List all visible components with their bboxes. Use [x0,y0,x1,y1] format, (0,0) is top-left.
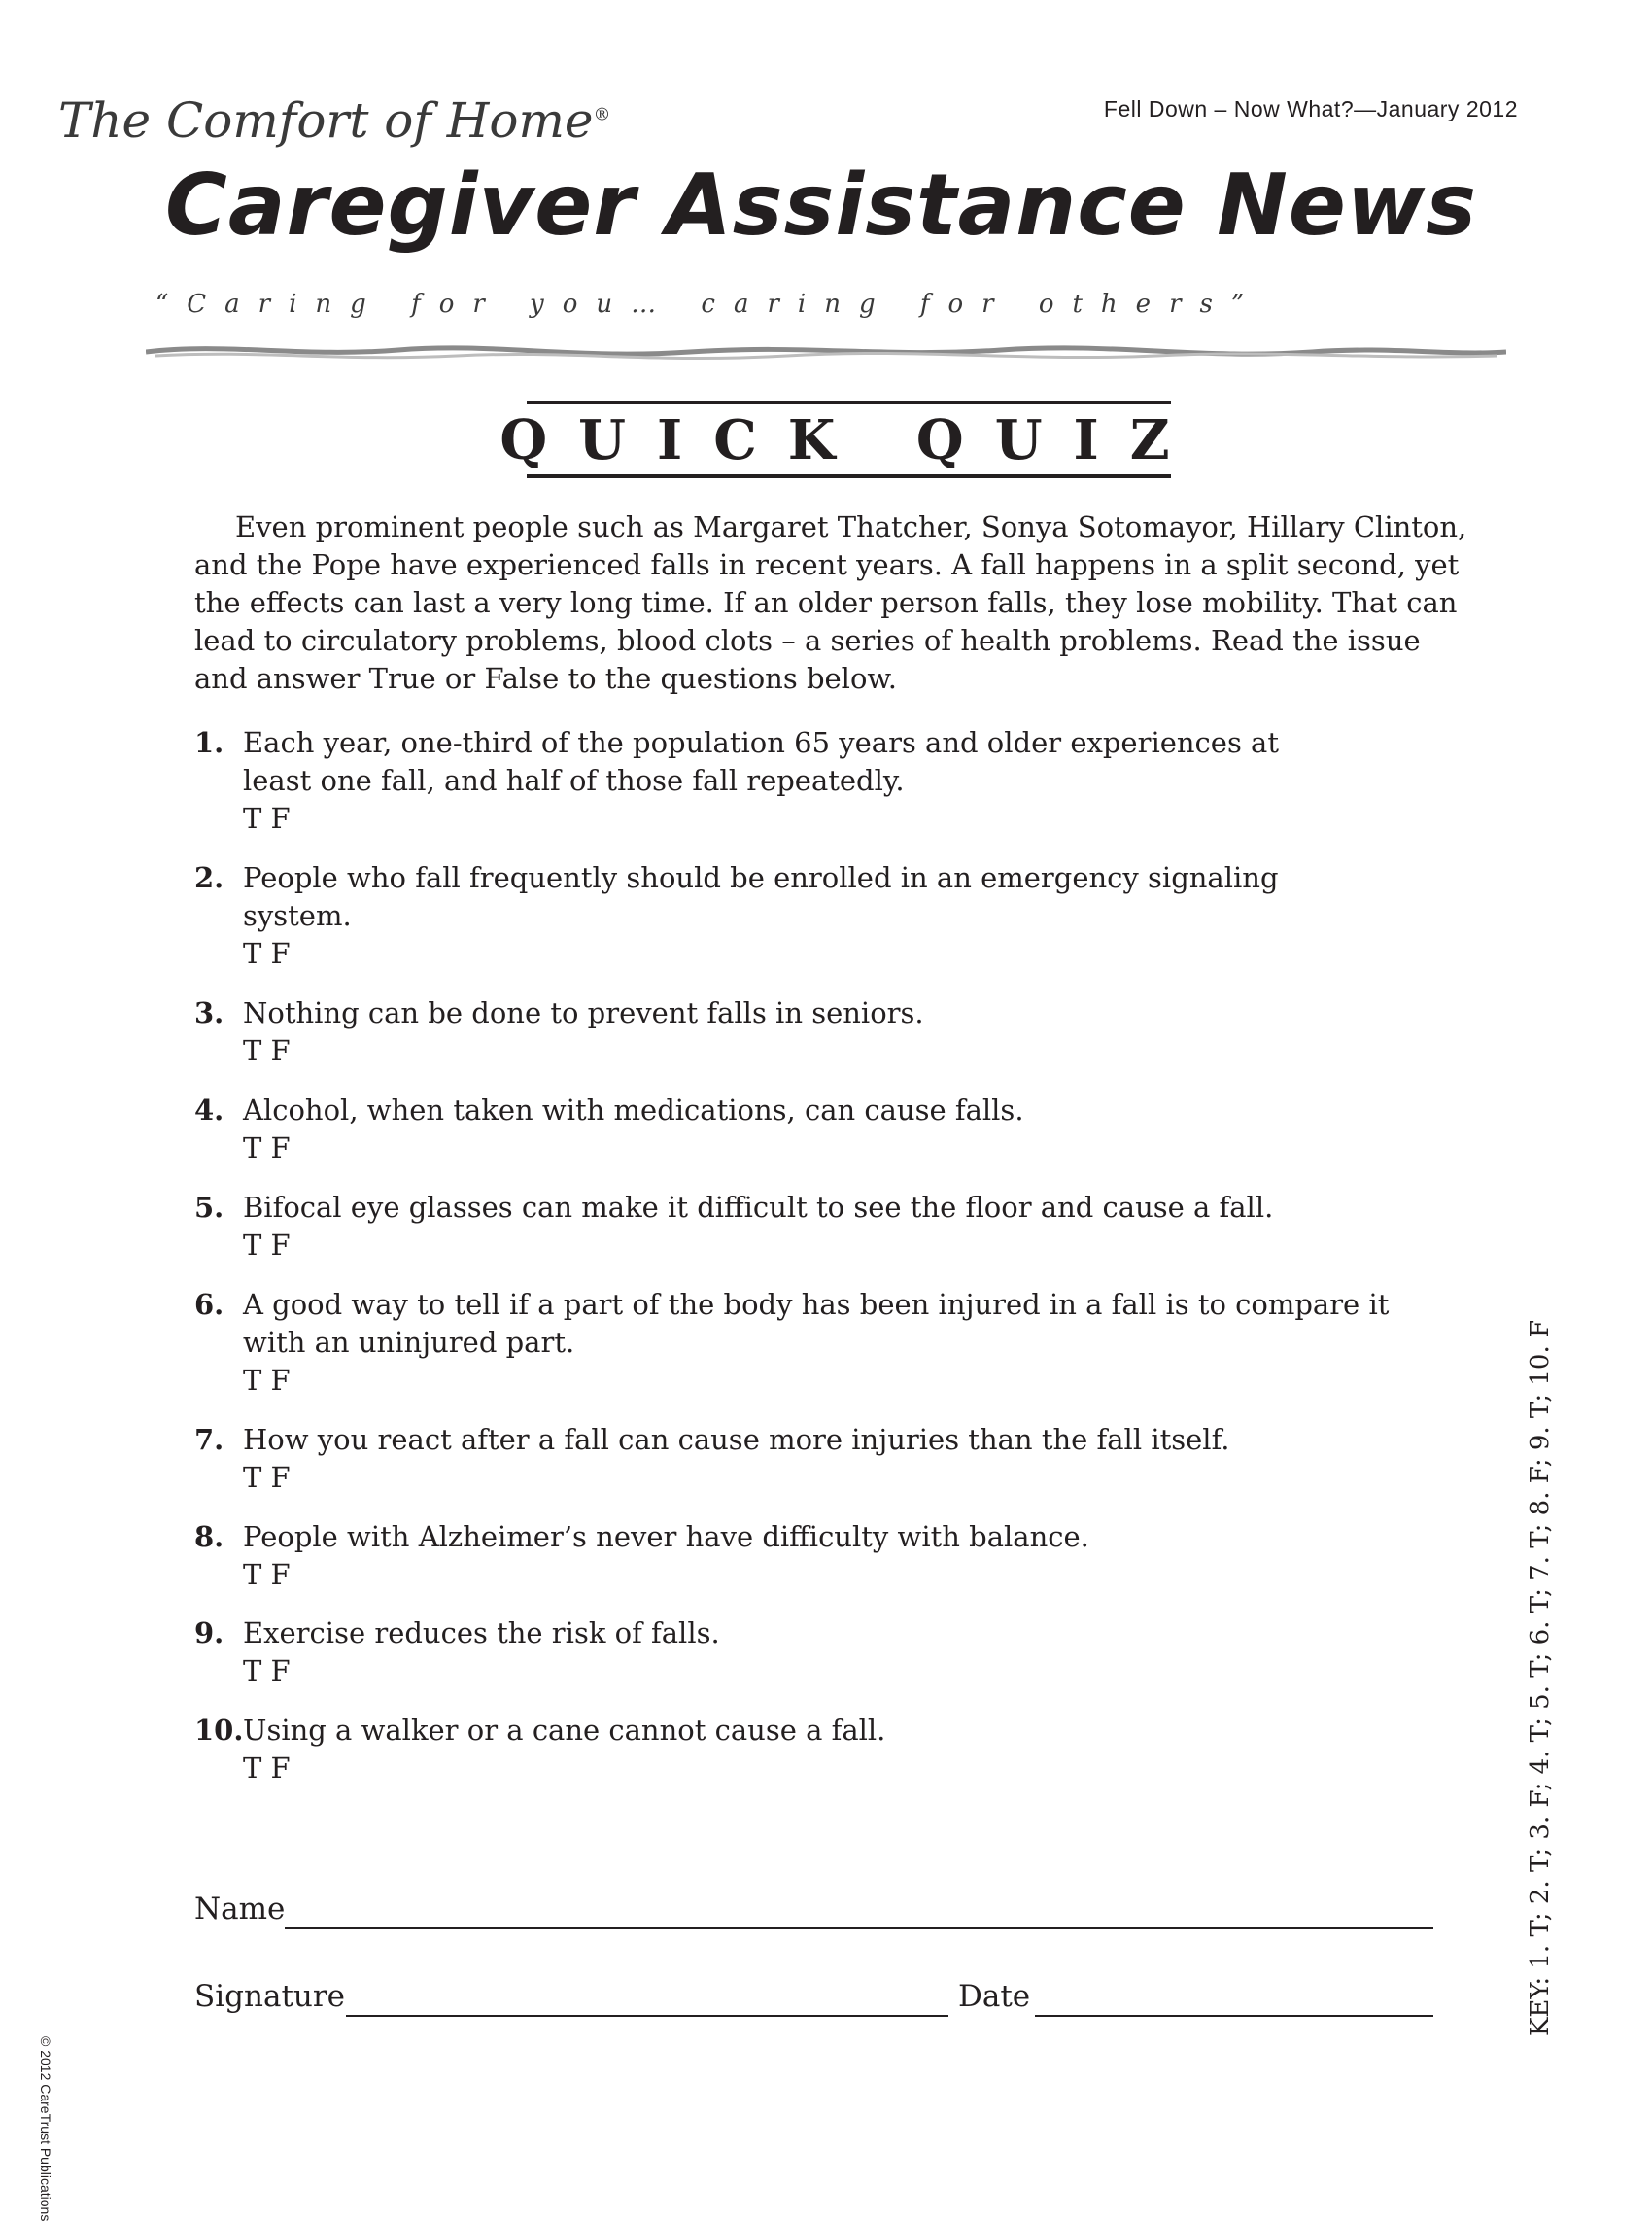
true-false-options[interactable]: T F [243,1558,291,1591]
true-false-options[interactable]: T F [243,1654,291,1687]
tagline: “Caring for you… caring for others” [155,290,1263,319]
publication-logo [58,92,611,149]
question-text: People with Alzheimer’s never have difficulty with balance. [243,1520,1089,1553]
quiz-rule-bottom [527,474,1171,478]
true-false-options[interactable]: T F [243,937,291,970]
true-false-options[interactable]: T F [243,1034,291,1067]
question-number: 9. [194,1616,224,1649]
question-text: Exercise reduces the risk of falls. [243,1616,720,1649]
wave-divider [146,330,1506,369]
question-text: Using a walker or a cane cannot cause a fall. [243,1714,886,1747]
question-item [194,994,1458,1070]
date-field[interactable] [1035,2015,1433,2017]
masthead-title: Caregiver Assistance News [165,156,1478,255]
logo-text: The Comfort of Home [58,92,594,149]
question-text: Nothing can be done to prevent falls in seniors. [243,996,924,1029]
question-text: Bifocal eye glasses can make it difficult to see the floor and cause a fall. [243,1191,1274,1224]
issue-line: Fell Down – Now What?—January 2012 [1103,96,1518,121]
question-item [194,724,1458,838]
date-label: Date [958,1979,1031,2014]
question-item [194,859,1458,973]
true-false-options[interactable]: T F [243,1752,291,1785]
quiz-rule-top [527,401,1171,404]
question-text: Each year, one-third of the population 65 years and older experiences at least one fall, and half of those fall repeatedly. [243,726,1280,797]
question-item [194,1614,1458,1690]
question-text: A good way to tell if a part of the body has been injured in a fall is to compare it with an uninjured part. [243,1288,1390,1359]
signature-label: Signature [194,1979,346,2014]
name-field[interactable] [285,1927,1433,1929]
question-number: 7. [194,1423,224,1456]
question-number: 6. [194,1288,224,1321]
question-item [194,1421,1458,1497]
true-false-options[interactable]: T F [243,802,291,835]
question-number: 2. [194,861,224,894]
question-number: 10. [194,1714,244,1747]
question-item [194,1286,1458,1400]
question-item [194,1712,1458,1787]
answer-key: KEY: 1. T; 2. T; 3. F; 4. T; 5. T; 6. T; 7. T; 8. F; 9. T; 10. F [1526,1319,1555,2036]
question-number: 3. [194,996,224,1029]
intro-paragraph: Even prominent people such as Margaret Thatcher, Sonya Sotomayor, Hillary Clinton, and the Pope have experienced falls in recent years. A fall happens in a split second, yet the effects can last a very long time. If an older person falls, they lose mobility. That can lead to circulatory problems, blood clots – a series of health problems. Read the issue and answer True or False to the questions below. [194,510,1467,695]
true-false-options[interactable]: T F [243,1364,291,1397]
question-text: How you react after a fall can cause more injuries than the fall itself. [243,1423,1230,1456]
question-text: Alcohol, when taken with medications, can cause falls. [243,1093,1024,1127]
registered-mark: ® [593,104,611,125]
question-number: 4. [194,1093,224,1127]
true-false-options[interactable]: T F [243,1461,291,1494]
copyright-notice: © 2012 CareTrust Publications [38,2036,53,2221]
question-number: 5. [194,1191,224,1224]
question-item [194,1518,1458,1594]
question-number: 8. [194,1520,224,1553]
name-label: Name [194,1891,286,1926]
question-text: People who fall frequently should be enrolled in an emergency signaling system. [243,861,1279,932]
question-item [194,1189,1458,1265]
quiz-heading: QUICK QUIZ [499,408,1201,472]
true-false-options[interactable]: T F [243,1229,291,1262]
question-number: 1. [194,726,224,759]
signature-field[interactable] [346,2015,948,2017]
true-false-options[interactable]: T F [243,1131,291,1164]
question-item [194,1092,1458,1167]
